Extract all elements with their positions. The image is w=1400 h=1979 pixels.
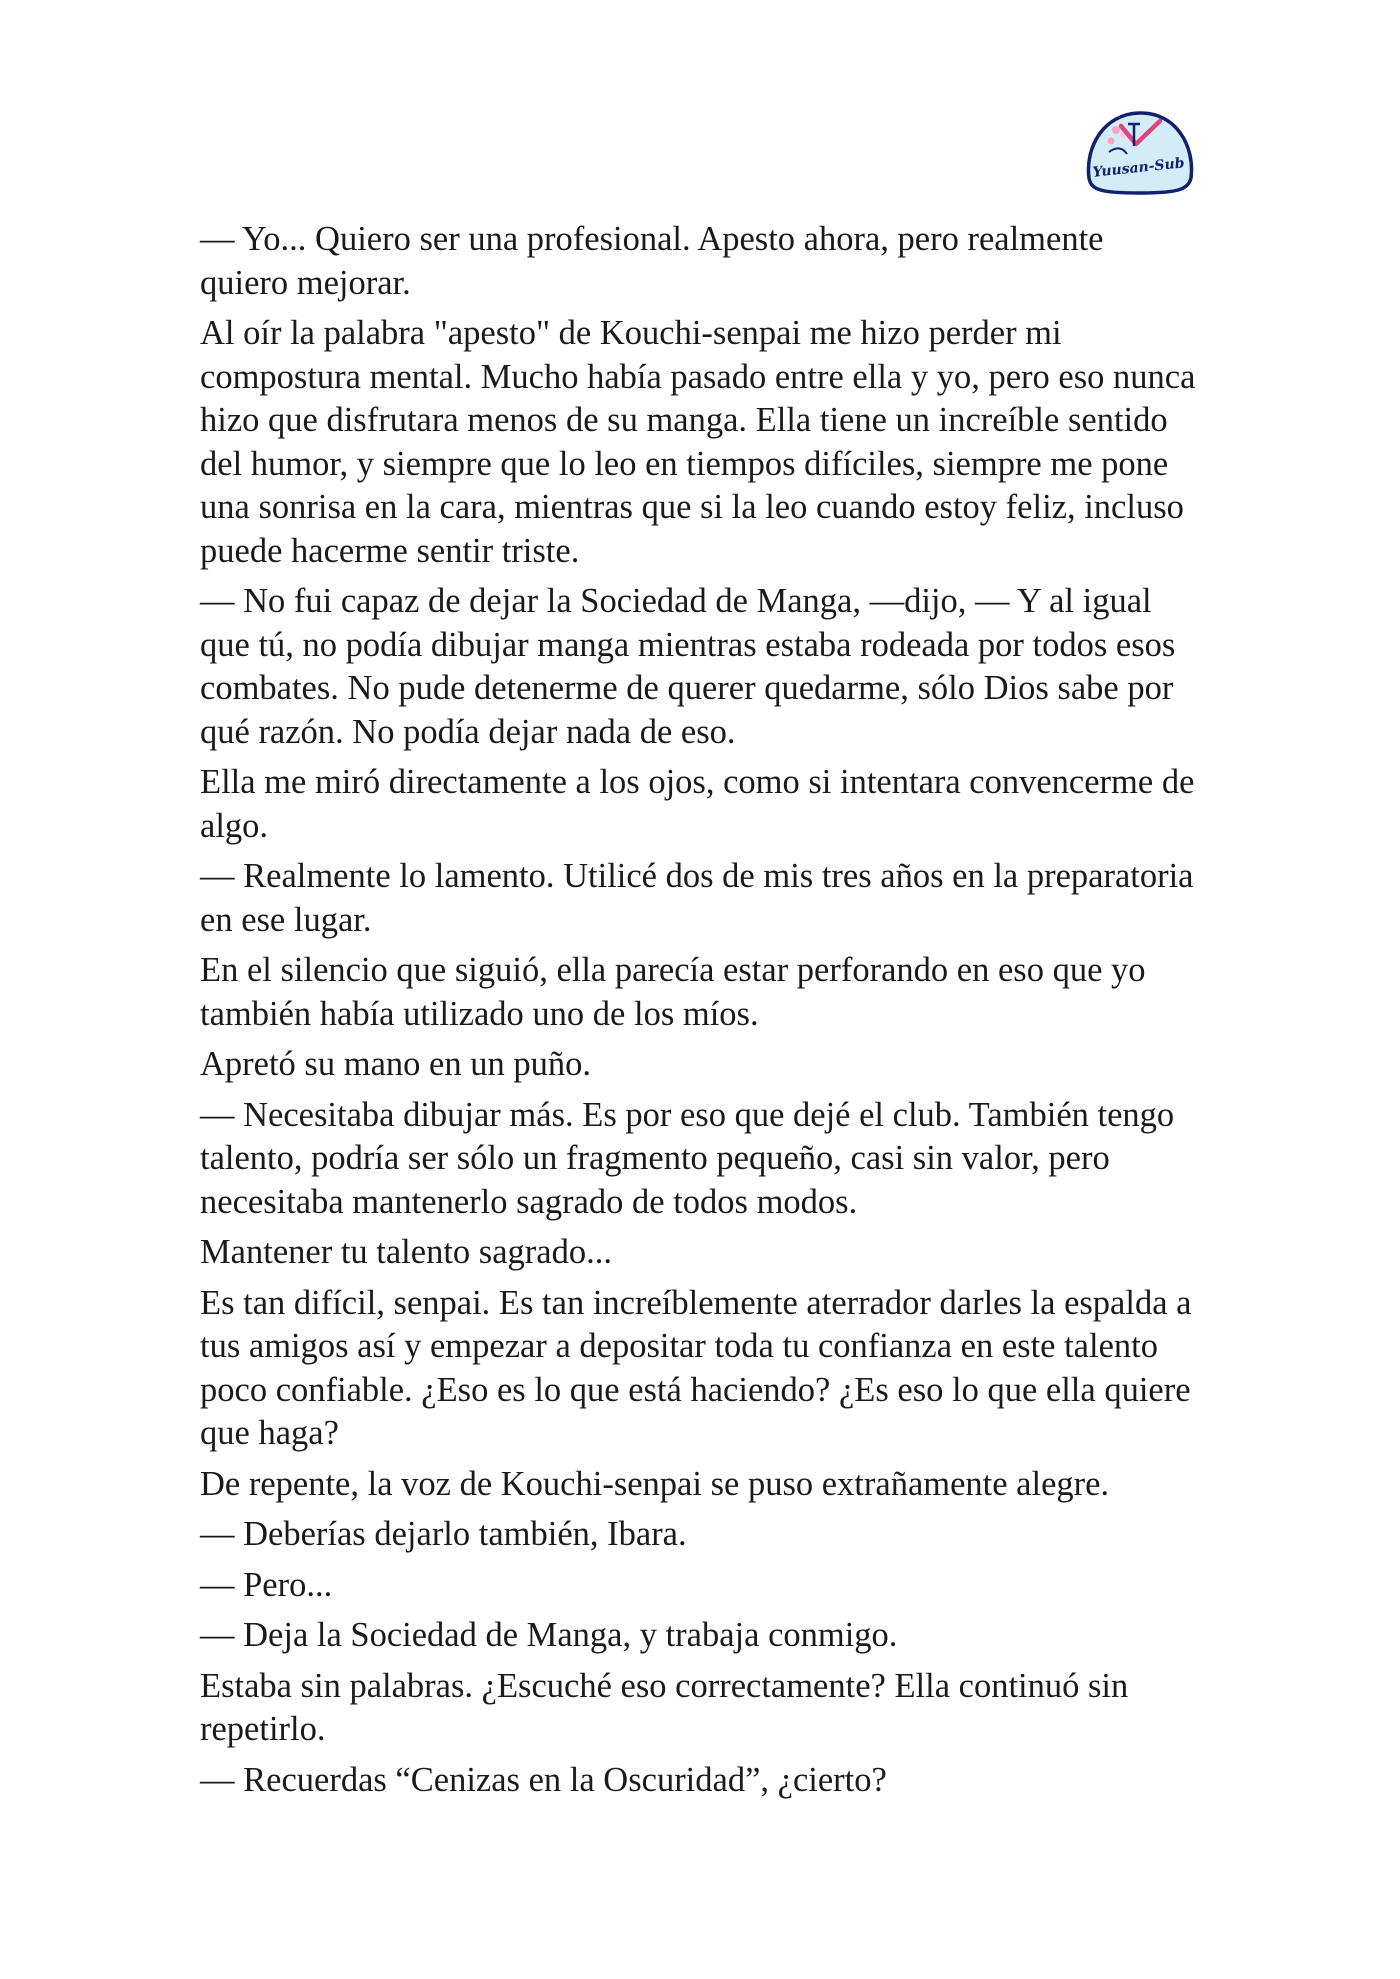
paragraph: Mantener tu talento sagrado... (200, 1233, 612, 1271)
paragraph: — Deja la Sociedad de Manga, y trabaja conmigo. (200, 1616, 898, 1654)
logo-text: Yuusan-Sub (1091, 155, 1186, 181)
paragraph: — Pero... (200, 1565, 333, 1604)
yuusan-sub-logo (1081, 108, 1198, 196)
paragraph: — No fui capaz de dejar la Sociedad de Manga, —dijo, — Y al igual que tú, no podía dibujar manga mientras estaba rodeada por todos esos combates. No pude detenerme de querer quedarme, sólo Dios sabe por qué razón. No podía dejar nada de eso. (200, 582, 1176, 751)
paragraph: Es tan difícil, senpai. Es tan increíblemente aterrador darles la espalda a tus amigos así y empezar a depositar toda tu confianza en este talento poco confiable. ¿Eso es lo que está haciendo? ¿Es eso lo que ella quiere que haga? (200, 1283, 1192, 1452)
paragraph: Apretó su mano en un puño. (200, 1045, 591, 1083)
paragraph: — Necesitaba dibujar más. Es por eso que dejé el club. También tengo talento, podría ser sólo un fragmento pequeño, casi sin valor, pero necesitaba mantenerlo sagrado de todos modos. (200, 1095, 1175, 1221)
paragraph: Ella me miró directamente a los ojos, como si intentara convencerme de algo. (200, 763, 1195, 845)
paragraph: — Recuerdas “Cenizas en la Oscuridad”, ¿cierto? (200, 1760, 887, 1799)
paragraph: De repente, la voz de Kouchi-senpai se puso extrañamente alegre. (200, 1464, 1110, 1503)
document-body (200, 218, 1200, 1809)
paragraph: — Yo... Quiero ser una profesional. Apesto ahora, pero realmente quiero mejorar. (200, 220, 1104, 302)
paragraph: — Deberías dejarlo también, Ibara. (200, 1515, 687, 1553)
paragraph: En el silencio que siguió, ella parecía estar perforando en eso que yo también había utilizado uno de los míos. (200, 951, 1146, 1033)
logo-badge-icon (1081, 108, 1198, 196)
paragraph: — Realmente lo lamento. Utilicé dos de mis tres años en la preparatoria en ese lugar. (200, 857, 1194, 939)
paragraph: Estaba sin palabras. ¿Escuché eso correctamente? Ella continuó sin repetirlo. (200, 1666, 1129, 1748)
paragraph: Al oír la palabra "apesto" de Kouchi-senpai me hizo perder mi compostura mental. Mucho había pasado entre ella y yo, pero eso nunca hizo que disfrutara menos de su manga. Ella tiene un increíble sentido del humor, y siempre que lo leo en tiempos difíciles, siempre me pone una sonrisa en la cara, mientras que si la leo cuando estoy feliz, incluso puede hacerme sentir triste. (200, 314, 1196, 570)
